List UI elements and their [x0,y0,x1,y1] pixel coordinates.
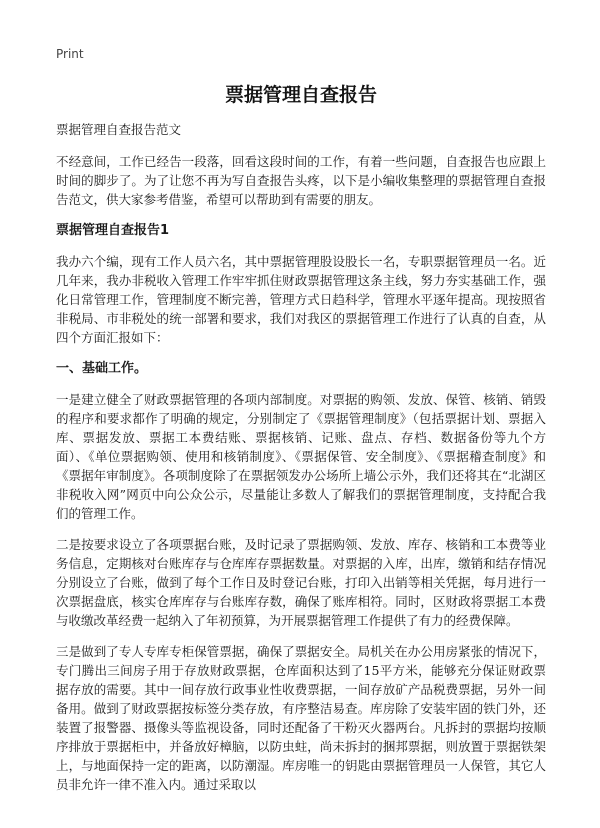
report-1-paragraph: 我办六个编，现有工作人员六名，其中票据管理股设股长一名，专职票据管理员一名。近几年来，我办非税收入管理工作牢牢抓住财政票据管理这条主线，努力夯实基础工作，强化日常管理工作，管理制度不断完善，管理方式日趋科学，管理水平逐年提高。现按照省非税局、市非税处的统一部署和要求，我们对我区的票据管理工作进行了认真的自查，从四个方面汇报如下： [56,254,546,345]
basic-work-paragraph-1: 一是建立健全了财政票据管理的各项内部制度。对票据的购领、发放、保管、核销、销毁的程序和要求都作了明确的规定，分别制定了《票据管理制度》（包括票据计划、票据入库、票据发放、票据工本费结账、票据核销、记账、盘点、存档、数据备份等九个方面）、《单位票据购领、使用和核销制度》、《票据保管、安全制度》、《票据稽查制度》和《票据年审制度》。各项制度除了在票据领发办公场所上墙公示外，我们还将其在“北湖区非税收入网”网页中向公众公示，尽量能让多数人了解我们的票据管理制度，支持配合我们的管理工作。 [56,392,546,521]
section-heading-report-1: 票据管理自查报告1 [56,223,170,238]
section-heading-basic-work: 一、基础工作。 [56,361,148,376]
intro-paragraph: 不经意间，工作已经告一段落，回看这段时间的工作，有着一些问题，自查报告也应跟上时间的脚步了。为了让您不再为写自查报告头疼，以下是小编收集整理的票据管理自查报告范文，供大家参考借鉴，希望可以帮助到有需要的朋友。 [56,154,546,207]
basic-work-paragraph-3: 三是做到了专人专库专柜保管票据，确保了票据安全。局机关在办公用房紧张的情况下，专门腾出三间房子用于存放财政票据，仓库面积达到了15平方米，能够充分保证财政票据存放的需要。其中一间存放行政事业性收费票据，一间存放矿产品税费票据，另外一间备用。做到了财政票据按标签分类存放，有序整洁易查。库房除了安装牢固的铁门外，还装置了报警器、摄像头等监视设备，同时还配备了干粉灭火器两台。凡拆封的票据均按顺序排放于票据柜中，并备放好樟脑，以防虫蛀，尚未拆封的捆邦票据，则放置于票据铁架上，与地面保持一定的距离，以防潮湿。库房唯一的钥匙由票据管理员一人保管，其它人员非允许一律不准入内。通过采取以 [56,644,546,792]
document-body [56,120,546,806]
print-label[interactable]: Print [56,47,84,61]
basic-work-paragraph-2: 二是按要求设立了各项票据台账，及时记录了票据购领、发放、库存、核销和工本费等业务信息，定期核对台账库存与仓库库存票据数量。对票据的入库，出库，缴销和结存情况分别设立了台账，做到了每个工作日及时登记台账，打印入出销等相关凭据，每月进行一次票据盘底，核实仓库库存与台账库存数，确保了账库相符。同时，区财政将票据工本费与收缴改革经费一起纳入了年初预算，为开展票据管理工作提供了有力的经费保障。 [56,537,546,628]
page-title: 票据管理自查报告 [224,84,377,106]
document-subtitle: 票据管理自查报告范文 [56,122,182,137]
